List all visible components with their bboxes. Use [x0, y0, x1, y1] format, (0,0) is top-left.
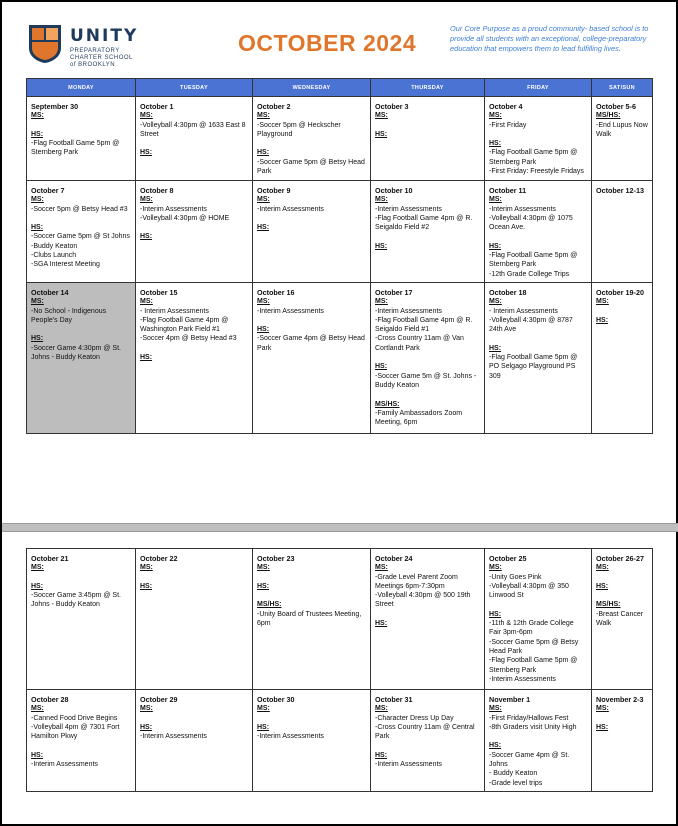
division-label: MS/HS:: [596, 601, 621, 609]
division-label: HS:: [257, 326, 270, 334]
event-item: -Flag Football Game 5pm @ Sternberg Park: [31, 140, 120, 157]
shield-icon: [28, 24, 62, 64]
block-spacer: [489, 600, 587, 609]
event-item: - Interim Assessments: [140, 307, 209, 315]
day-date: October 10: [375, 186, 413, 195]
calendar-day-cell: [592, 181, 653, 283]
weekday-header: SAT/SUN: [592, 79, 653, 97]
block-spacer: [489, 732, 587, 741]
division-label: MS:: [489, 112, 502, 120]
day-date: October 22: [140, 554, 178, 563]
core-purpose-statement: Our Core Purpose as a proud community- based school is to provide all students with an exceptional, college-preparatory education that empowers them to lead fulfilling lives.: [450, 24, 649, 53]
block-spacer: [596, 307, 648, 316]
day-date: October 26-27: [596, 554, 644, 563]
event-item: -Interim Assessments: [257, 205, 324, 213]
division-label: HS:: [140, 354, 153, 362]
calendar-day-cell: [136, 181, 253, 283]
day-date: October 29: [140, 695, 178, 704]
day-date: October 15: [140, 288, 178, 297]
day-date: October 25: [489, 554, 527, 563]
weekday-header: WEDNESDAY: [253, 79, 371, 97]
division-label: MS:: [375, 112, 388, 120]
event-item: - Interim Assessments: [489, 307, 558, 315]
division-label: MS:: [31, 564, 44, 572]
division-label: HS:: [489, 242, 502, 250]
block-spacer: [31, 121, 131, 130]
calendar-day-cell: [253, 283, 371, 434]
division-label: MS:: [375, 705, 388, 713]
calendar-day-cell: [27, 97, 136, 181]
division-label: HS:: [489, 140, 502, 148]
school-logo: [28, 24, 178, 74]
division-label: HS:: [257, 582, 270, 590]
calendar-day-cell: [485, 181, 592, 283]
event-item: -Soccer 5pm @ Heckscher Playground: [257, 121, 341, 138]
event-item: -Flag Football Game 4pm @ Washington Park Field #1: [140, 316, 229, 334]
division-label: MS:: [596, 705, 609, 713]
event-item: -Soccer 5pm @ Betsy Head #3: [31, 205, 128, 213]
division-label: MS:: [489, 196, 502, 204]
block-spacer: [140, 573, 248, 582]
division-label: MS:: [375, 196, 388, 204]
day-date: October 17: [375, 288, 413, 297]
event-item: -Soccer Game 5m @ St. Johns - Buddy Keaton: [375, 372, 477, 389]
calendar-day-cell: [485, 97, 592, 181]
division-label: HS:: [596, 582, 609, 590]
calendar-table-top: [26, 78, 653, 434]
division-label: HS:: [375, 363, 388, 371]
event-item: -Flag Football Game 5pm @ Sternberg Park: [489, 657, 578, 674]
event-item: -Soccer Game 4:30pm @ St. Johns - Buddy Keaton: [31, 344, 121, 362]
division-label: MS:: [140, 564, 153, 572]
block-spacer: [257, 591, 366, 600]
weekday-header-row: [27, 79, 653, 97]
event-item: -Unity Board of Trustees Meeting, 6pm: [257, 610, 362, 628]
calendar-day-cell: [253, 181, 371, 283]
calendar-day-cell: [253, 549, 371, 690]
block-spacer: [31, 214, 131, 223]
calendar-table-bottom: [26, 548, 653, 792]
event-item: -Soccer Game 3:45pm @ St. Johns - Buddy Keaton: [31, 592, 121, 609]
event-item: -Volleyball 4pm @ 7301 Fort Hamilton Pkwy: [31, 723, 120, 741]
block-spacer: [489, 334, 587, 343]
event-item: -Character Dress Up Day: [375, 714, 454, 722]
event-item: -Volleyball 4:30pm @ 500 19th Street: [375, 592, 471, 609]
block-spacer: [31, 741, 131, 750]
division-label: HS:: [140, 723, 153, 731]
event-item: -Interim Assessments: [375, 205, 442, 213]
division-label: HS:: [375, 751, 388, 759]
event-item: -Interim Assessments: [489, 205, 556, 213]
event-item: -SGA Interest Meeting: [31, 261, 100, 269]
event-item: -Soccer 4pm @ Betsy Head #3: [140, 335, 237, 343]
event-item: -Breast Cancer Walk: [596, 610, 644, 628]
event-item: -Grade level trips: [489, 779, 543, 787]
calendar-week-row: [27, 283, 653, 434]
event-item: -Volleyball 4:30pm @ 1633 East 8 Street: [140, 121, 246, 138]
event-item: -Flag Football Game 4pm @ R. Seigaldo Field #1: [375, 316, 473, 334]
event-item: -Interim Assessments: [140, 205, 207, 213]
block-spacer: [375, 741, 480, 750]
block-spacer: [140, 714, 248, 723]
calendar-day-cell: [27, 283, 136, 434]
block-spacer: [31, 325, 131, 334]
event-item: -Interim Assessments: [31, 761, 98, 769]
block-spacer: [489, 232, 587, 241]
event-item: -End Lupus Now Walk: [596, 121, 648, 138]
event-item: -No School - Indigenous People's Day: [31, 307, 107, 324]
event-item: -Canned Food Drive Begins: [31, 714, 118, 722]
day-date: October 30: [257, 695, 295, 704]
event-item: -Interim Assessments: [140, 733, 207, 741]
calendar-day-cell: [592, 549, 653, 690]
event-item: -Volleyball 4:30pm @ 350 Linwood St: [489, 582, 569, 600]
block-spacer: [375, 610, 480, 619]
division-label: HS:: [375, 620, 388, 628]
division-label: HS:: [489, 610, 502, 618]
block-spacer: [140, 223, 248, 232]
event-item: -Grade Level Parent Zoom Meetings 6pm-7:30pm: [375, 573, 458, 590]
page-break-separator: [2, 523, 678, 532]
calendar-day-cell: [253, 97, 371, 181]
day-date: October 19-20: [596, 288, 644, 297]
division-label: MS:: [257, 112, 270, 120]
calendar-day-cell: [27, 181, 136, 283]
event-item: -Volleyball 4:30pm @ HOME: [140, 214, 230, 222]
block-spacer: [257, 214, 366, 223]
block-spacer: [375, 232, 480, 241]
day-date: October 5-6: [596, 102, 636, 111]
division-label: HS:: [375, 242, 388, 250]
event-item: -Interim Assessments: [489, 675, 556, 683]
calendar-week-row: [27, 549, 653, 690]
division-label: MS:: [140, 112, 153, 120]
block-spacer: [257, 714, 366, 723]
weekday-header: THURSDAY: [371, 79, 485, 97]
event-item: -Unity Goes Pink: [489, 573, 542, 581]
calendar-day-cell: [371, 549, 485, 690]
block-spacer: [375, 121, 480, 130]
division-label: HS:: [31, 130, 44, 138]
division-label: HS:: [140, 149, 153, 157]
division-label: HS:: [257, 224, 270, 232]
division-label: MS/HS:: [596, 112, 621, 120]
division-label: MS:: [31, 196, 44, 204]
calendar-day-cell: [485, 549, 592, 690]
day-date: October 3: [375, 102, 409, 111]
event-item: -Volleyball 4:30pm @ 1075 Ocean Ave.: [489, 214, 573, 232]
day-date: October 18: [489, 288, 527, 297]
event-item: -Cross Country 11am @ Central Park: [375, 723, 475, 741]
division-label: MS:: [140, 196, 153, 204]
event-item: -First Friday/Hallows Fest: [489, 714, 569, 722]
day-date: October 11: [489, 186, 527, 195]
event-item: -Interim Assessments: [257, 307, 324, 315]
division-label: MS:: [596, 564, 609, 572]
division-label: MS:: [257, 298, 270, 306]
division-label: MS:: [257, 196, 270, 204]
block-spacer: [257, 573, 366, 582]
block-spacer: [140, 139, 248, 148]
division-label: MS:: [31, 298, 44, 306]
day-date: October 16: [257, 288, 295, 297]
block-spacer: [140, 344, 248, 353]
event-item: -First Friday: [489, 121, 527, 129]
block-spacer: [375, 390, 480, 399]
block-spacer: [596, 714, 648, 723]
event-item: -11th & 12th Grade College Fair 3pm-6pm: [489, 620, 574, 637]
school-name: UNITY: [70, 26, 139, 46]
day-date: November 2-3: [596, 695, 644, 704]
event-item: -Flag Football Game 4pm @ R. Seigaldo Field #2: [375, 214, 473, 232]
division-label: MS:: [31, 112, 44, 120]
day-date: October 23: [257, 554, 295, 563]
day-date: October 31: [375, 695, 413, 704]
event-item: -Interim Assessments: [257, 733, 324, 741]
block-spacer: [257, 139, 366, 148]
weekday-header: MONDAY: [27, 79, 136, 97]
calendar-day-cell: [371, 283, 485, 434]
block-spacer: [596, 591, 648, 600]
division-label: MS:: [489, 298, 502, 306]
division-label: MS:: [140, 705, 153, 713]
event-item: -Soccer Game 5pm @ Betsy Head Park: [257, 158, 365, 176]
day-date: September 30: [31, 102, 79, 111]
event-item: -Flag Football Game 5pm @ Sternberg Park: [489, 149, 578, 166]
division-label: HS:: [596, 316, 609, 324]
page-header: [26, 20, 656, 75]
day-date: October 2: [257, 102, 291, 111]
event-item: -Volleyball 4:30pm @ 8787 24th Ave: [489, 316, 573, 334]
weekday-header: TUESDAY: [136, 79, 253, 97]
block-spacer: [257, 316, 366, 325]
calendar-day-cell: [592, 283, 653, 434]
division-label: MS:: [257, 564, 270, 572]
division-label: MS:: [375, 564, 388, 572]
weekday-header: FRIDAY: [485, 79, 592, 97]
block-spacer: [31, 573, 131, 582]
division-label: HS:: [140, 582, 153, 590]
division-label: MS:: [489, 564, 502, 572]
block-spacer: [489, 130, 587, 139]
calendar-day-cell: [371, 690, 485, 792]
calendar-day-cell: [592, 97, 653, 181]
month-title: OCTOBER 2024: [238, 30, 417, 56]
event-item: -Soccer Game 5pm @ St Johns: [31, 233, 130, 241]
calendar-day-cell: [485, 283, 592, 434]
calendar-day-cell: [371, 181, 485, 283]
division-label: MS:: [140, 298, 153, 306]
division-label: HS:: [257, 723, 270, 731]
division-label: HS:: [596, 723, 609, 731]
calendar-week-row: [27, 181, 653, 283]
division-label: HS:: [257, 149, 270, 157]
division-label: HS:: [31, 335, 44, 343]
event-item: -Interim Assessments: [375, 761, 442, 769]
day-date: October 9: [257, 186, 291, 195]
division-label: MS:: [596, 298, 609, 306]
event-item: -Flag Football Game 5pm @ PO Selgago Playground PS 309: [489, 354, 578, 380]
event-item: -Soccer Game 5pm @ Betsy Head Park: [489, 638, 579, 655]
event-item: -Flag Football Game 5pm @ Sternberg Park: [489, 252, 578, 269]
event-item: - Buddy Keaton: [489, 770, 538, 778]
division-label: MS:: [257, 705, 270, 713]
division-label: HS:: [489, 344, 502, 352]
event-item: -8th Graders visit Unity High: [489, 723, 577, 731]
calendar-day-cell: [27, 549, 136, 690]
division-label: HS:: [489, 742, 502, 750]
event-item: -12th Grade College Trips: [489, 270, 570, 278]
division-label: MS/HS:: [257, 601, 282, 609]
calendar-day-cell: [592, 690, 653, 792]
day-date: October 1: [140, 102, 174, 111]
division-label: MS/HS:: [375, 400, 400, 408]
event-item: -Interim Assessments: [375, 307, 442, 315]
school-subtitle: PREPARATORY CHARTER SCHOOL of BROOKLYN: [70, 48, 133, 68]
block-spacer: [596, 573, 648, 582]
day-date: October 24: [375, 554, 413, 563]
calendar-day-cell: [253, 690, 371, 792]
event-item: -Cross Country 11am @ Van Cortlandt Park: [375, 335, 464, 352]
day-date: October 21: [31, 554, 69, 563]
day-date: October 4: [489, 102, 523, 111]
calendar-day-cell: [371, 97, 485, 181]
event-item: -Buddy Keaton: [31, 242, 78, 250]
calendar-week-row: [27, 690, 653, 792]
day-date: October 14: [31, 288, 69, 297]
block-spacer: [375, 353, 480, 362]
calendar-day-cell: [136, 97, 253, 181]
day-date: October 7: [31, 186, 65, 195]
division-label: HS:: [31, 224, 44, 232]
calendar-week-row: [27, 97, 653, 181]
division-label: MS:: [31, 705, 44, 713]
event-item: -Family Ambassadors Zoom Meeting, 6pm: [375, 409, 463, 427]
division-label: HS:: [140, 233, 153, 241]
event-item: -Soccer Game 4pm @ Betsy Head Park: [257, 335, 365, 352]
day-date: October 28: [31, 695, 69, 704]
day-date: October 8: [140, 186, 174, 195]
calendar-day-cell: [27, 690, 136, 792]
day-date: November 1: [489, 695, 531, 704]
calendar-day-cell: [136, 690, 253, 792]
division-label: HS:: [375, 130, 388, 138]
event-item: -First Friday: Freestyle Fridays: [489, 168, 584, 176]
calendar-day-cell: [485, 690, 592, 792]
day-date: October 12-13: [596, 186, 644, 195]
event-item: -Clubs Launch: [31, 252, 77, 260]
division-label: MS:: [375, 298, 388, 306]
calendar-day-cell: [136, 549, 253, 690]
division-label: HS:: [31, 582, 44, 590]
calendar-day-cell: [136, 283, 253, 434]
event-item: -Soccer Game 4pm @ St. Johns: [489, 751, 570, 769]
division-label: HS:: [31, 751, 44, 759]
division-label: MS:: [489, 705, 502, 713]
